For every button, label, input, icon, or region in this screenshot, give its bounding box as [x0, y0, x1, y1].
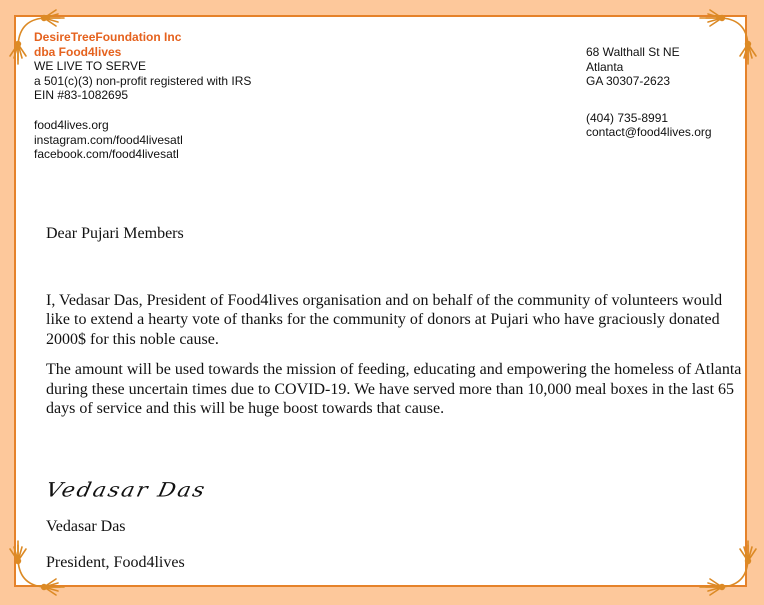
org-motto: WE LIVE TO SERVE	[34, 59, 147, 74]
org-status: a 501(c)(3) non-profit registered with IRS	[34, 73, 252, 88]
corner-ornament-icon	[690, 531, 760, 601]
signer-title: President, Food4lives	[46, 554, 185, 571]
website-link[interactable]: food4lives.org	[34, 117, 109, 132]
email-link[interactable]: contact@food4lives.org	[586, 125, 712, 140]
instagram-link[interactable]: instagram.com/food4livesatl	[34, 132, 183, 147]
phone-number: (404) 735-8991	[586, 110, 669, 125]
handwritten-signature: Vedasar Das	[43, 479, 209, 502]
salutation: Dear Pujari Members	[46, 225, 184, 242]
paragraph: I, Vedasar Das, President of Food4lives organisation and on behalf of the community of volunteers would like to extend a hearty vote of thanks for the community of donors at Pujari who have graciously donated 2000$ for this noble cause.	[46, 291, 723, 348]
address-city: Atlanta	[586, 59, 624, 74]
address-state-zip: GA 30307-2623	[586, 74, 671, 89]
letter-body	[46, 224, 746, 419]
letterhead-left	[34, 30, 251, 162]
facebook-link[interactable]: facebook.com/food4livesatl	[34, 147, 179, 162]
org-ein: EIN #83-1082695	[34, 88, 129, 103]
org-dba: dba Food4lives	[34, 44, 122, 59]
org-name: DesireTreeFoundation Inc	[34, 30, 182, 44]
paragraph: The amount will be used towards the mission of feeding, educating and empowering the homeless of Atlanta during these uncertain times due to COVID-19. We have served more than 10,000 meal boxes in the last 65 days of service and this will be huge boost towards that cause.	[46, 361, 742, 417]
letterhead-right	[586, 45, 712, 140]
signer-name: Vedasar Das	[46, 518, 126, 535]
address-street: 68 Walthall St NE	[586, 45, 680, 59]
